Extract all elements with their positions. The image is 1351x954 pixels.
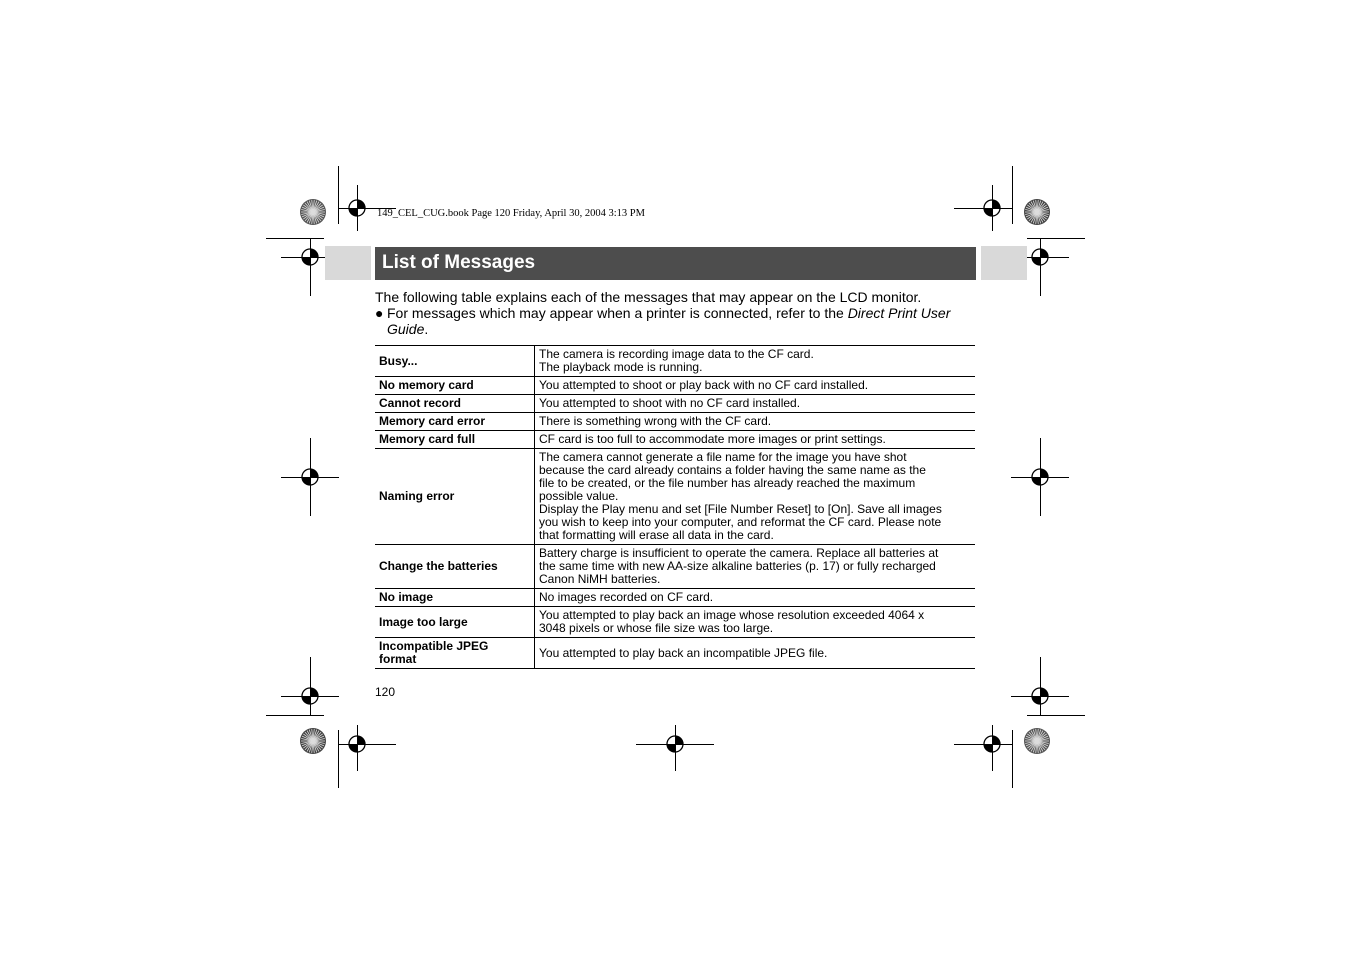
bullet-guide-title: Direct Print User Guide bbox=[387, 305, 951, 337]
message-description: You attempted to shoot with no CF card installed. bbox=[535, 395, 976, 413]
message-name: Busy... bbox=[375, 346, 535, 377]
message-description: The camera is recording image data to the CF card. The playback mode is running. bbox=[535, 346, 976, 377]
intro-bullet bbox=[375, 305, 975, 337]
intro-paragraph: The following table explains each of the messages that may appear on the LCD monitor. bbox=[375, 289, 922, 305]
table-row bbox=[375, 431, 975, 449]
left-margin-tab bbox=[325, 246, 371, 280]
messages-table bbox=[375, 345, 975, 669]
message-description: You attempted to play back an image whose resolution exceeded 4064 x 3048 pixels or whose file size was too large. bbox=[535, 607, 976, 638]
bullet-text: For messages which may appear when a printer is connected, refer to the bbox=[387, 305, 848, 321]
table-row bbox=[375, 413, 975, 431]
message-description: The camera cannot generate a file name for the image you have shot because the card already contains a folder having the same name as the file to be created, or the file number has already reached the maximum possible value. Display the Play menu and set [File Number Reset] to [On]. Save all images you wish to keep into your computer, and reformat the CF card. Please note that formatting will erase all data in the card. bbox=[535, 449, 976, 545]
table-row bbox=[375, 449, 975, 545]
page-number: 120 bbox=[375, 685, 396, 699]
table-row bbox=[375, 395, 975, 413]
table-row bbox=[375, 346, 975, 377]
message-name: No memory card bbox=[375, 377, 535, 395]
message-description: You attempted to play back an incompatible JPEG file. bbox=[535, 638, 976, 669]
table-row bbox=[375, 638, 975, 669]
message-name: Incompatible JPEG format bbox=[375, 638, 535, 669]
message-name: Change the batteries bbox=[375, 545, 535, 589]
bullet-icon: ● bbox=[375, 305, 384, 321]
message-description: Battery charge is insufficient to operate the camera. Replace all batteries at the same time with new AA-size alkaline batteries (p. 17) or fully recharged Canon NiMH batteries. bbox=[535, 545, 976, 589]
message-name: No image bbox=[375, 589, 535, 607]
message-description: No images recorded on CF card. bbox=[535, 589, 976, 607]
message-name: Memory card error bbox=[375, 413, 535, 431]
section-title-bar bbox=[375, 247, 976, 280]
bullet-text-end: . bbox=[424, 321, 429, 337]
message-name: Cannot record bbox=[375, 395, 535, 413]
page-title: List of Messages bbox=[382, 252, 536, 273]
intro-text bbox=[375, 289, 975, 337]
message-description: There is something wrong with the CF card. bbox=[535, 413, 976, 431]
table-row bbox=[375, 545, 975, 589]
message-description: CF card is too full to accommodate more images or print settings. bbox=[535, 431, 976, 449]
print-header: 149_CEL_CUG.book Page 120 Friday, April 30, 2004 3:13 PM bbox=[377, 208, 645, 219]
table-row bbox=[375, 589, 975, 607]
right-margin-tab bbox=[981, 246, 1027, 280]
message-description: You attempted to shoot or play back with no CF card installed. bbox=[535, 377, 976, 395]
message-name: Image too large bbox=[375, 607, 535, 638]
table-row bbox=[375, 377, 975, 395]
message-name: Naming error bbox=[375, 449, 535, 545]
message-name: Memory card full bbox=[375, 431, 535, 449]
table-row bbox=[375, 607, 975, 638]
